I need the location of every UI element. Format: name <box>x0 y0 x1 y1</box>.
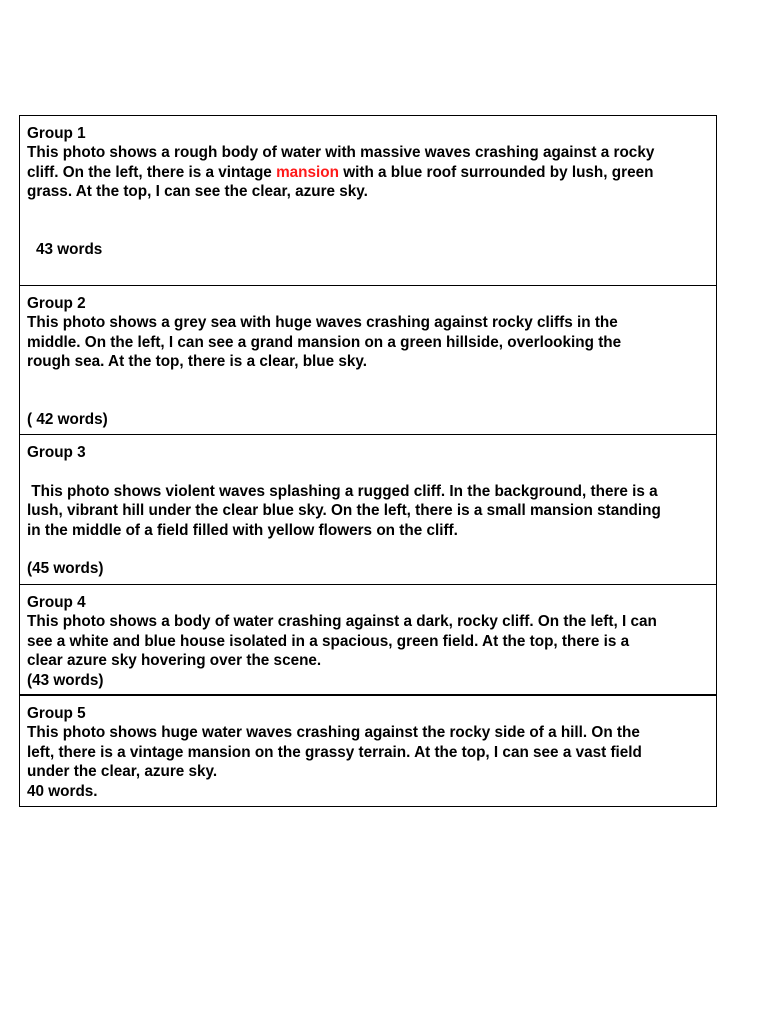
group-title: Group 3 <box>27 444 86 461</box>
description-line: middle. On the left, I can see a grand mansion on a green hillside, overlooking the <box>27 333 622 351</box>
word-count: (45 words) <box>27 560 104 578</box>
description-line: left, there is a vintage mansion on the grassy terrain. At the top, I can see a vast field <box>27 743 642 761</box>
word-count: ( 42 words) <box>27 411 108 429</box>
group-title: Group 1 <box>27 125 86 142</box>
description-line: This photo shows a grey sea with huge waves crashing against rocky cliffs in the <box>27 314 618 332</box>
description-line: This photo shows huge water waves crashing against the rocky side of a hill. On the <box>27 724 640 742</box>
group-title: Group 5 <box>27 705 86 722</box>
group-2-cell <box>20 286 716 435</box>
group-descriptions-table <box>19 115 717 807</box>
group-3-cell <box>20 435 716 585</box>
description-line <box>27 163 709 182</box>
highlighted-word: mansion <box>276 163 339 181</box>
description-line: in the middle of a field filled with yellow flowers on the cliff. <box>27 521 458 539</box>
description-line: clear azure sky hovering over the scene. <box>27 652 322 670</box>
description-line: This photo shows a body of water crashing against a dark, rocky cliff. On the left, I can <box>27 613 657 631</box>
word-count: 43 words <box>36 241 103 259</box>
text-segment: with a blue roof surrounded by lush, green <box>338 163 654 181</box>
group-4-cell <box>20 585 716 696</box>
word-count: 40 words. <box>27 782 98 800</box>
description-line: This photo shows violent waves splashing a rugged cliff. In the background, there is a <box>27 482 658 500</box>
text-segment: cliff. On the left, there is a vintage <box>27 163 277 181</box>
group-5-cell <box>20 696 716 806</box>
word-count: (43 words) <box>27 671 104 689</box>
group-title: Group 4 <box>27 594 86 611</box>
description-line: see a white and blue house isolated in a spacious, green field. At the top, there is a <box>27 632 630 650</box>
description-line: grass. At the top, I can see the clear, azure sky. <box>27 183 368 201</box>
group-1-cell <box>20 116 716 286</box>
description-line: rough sea. At the top, there is a clear, blue sky. <box>27 353 368 371</box>
description-line: lush, vibrant hill under the clear blue sky. On the left, there is a small mansion standing <box>27 502 661 520</box>
description-line: This photo shows a rough body of water with massive waves crashing against a rocky <box>27 144 655 162</box>
group-title: Group 2 <box>27 295 86 312</box>
description-line: under the clear, azure sky. <box>27 763 218 781</box>
